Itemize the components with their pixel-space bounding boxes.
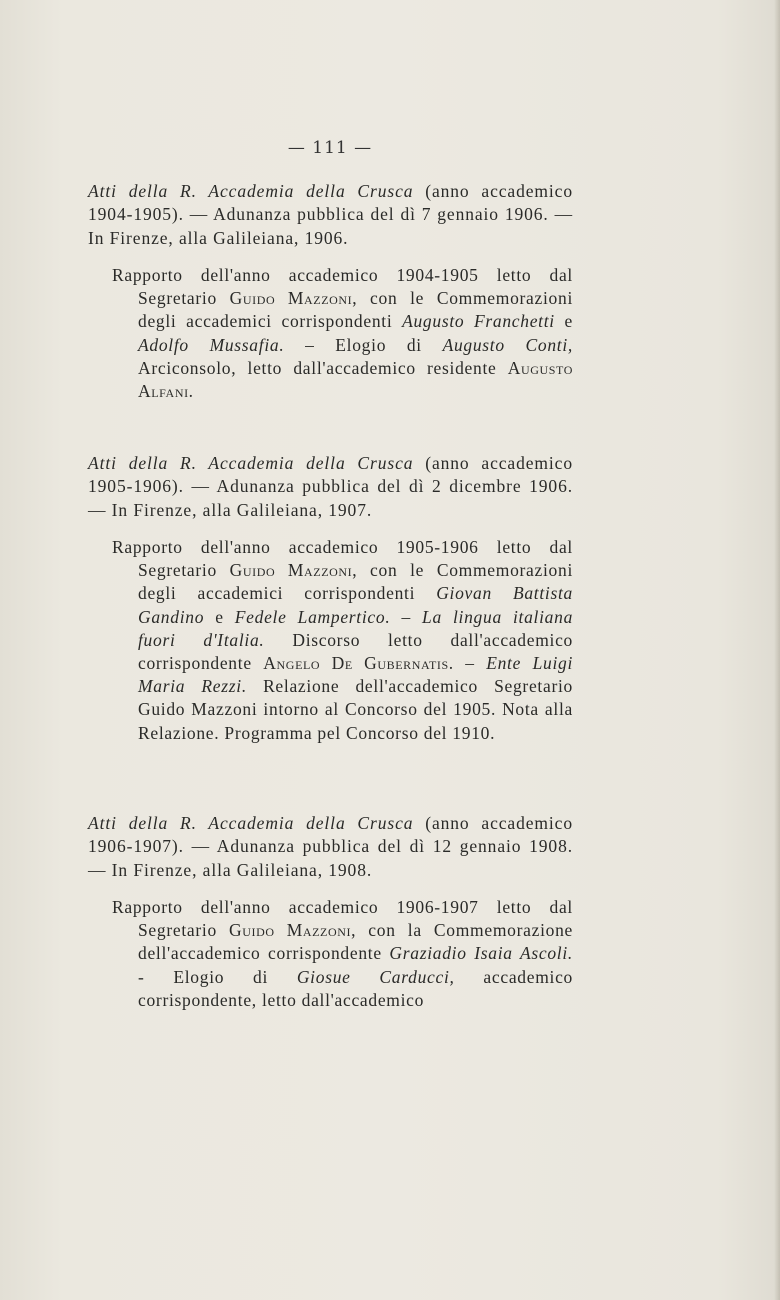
foundation-title: Ente Luigi Maria Rezzi.	[138, 652, 574, 697]
page-edge-shadow	[774, 0, 780, 1300]
text-run: Discorso letto dall'accademico corrispondente	[138, 629, 573, 673]
text-run: e	[564, 311, 574, 332]
entry-description	[88, 896, 573, 1012]
secretary-name: Guido Mazzoni	[229, 920, 352, 941]
entry-heading-title: Atti della R. Accademia della Crusca	[88, 813, 414, 833]
commemorated-name: Giovan Battista Gandino	[138, 583, 574, 627]
commemorated-name: Fedele Lampertico.	[234, 606, 391, 627]
reader-name: Angelo De Gubernatis.	[263, 652, 454, 673]
text-run: Rapporto dell'anno accademico 1905-1906 letto dal Segretario	[112, 536, 573, 581]
entry-heading-details: (anno accademico 1905-1906). — Adunanza pubblica del dì 2 dicembre 1906. — In Firenze, alla Galileiana, 1907.	[88, 453, 573, 520]
commemorated-name: Graziadio Isaia Ascoli.	[389, 943, 573, 964]
entry-heading-details: (anno accademico 1904-1905). — Adunanza pubblica del dì 7 gennaio 1906. — In Firenze, alla Galileiana, 1906.	[88, 181, 573, 248]
entry-description	[88, 536, 573, 745]
text-run: – Elogio di	[305, 334, 422, 355]
text-run: –	[465, 652, 475, 673]
commemorated-name: Augusto Franchetti	[402, 311, 555, 332]
text-run: Arciconsolo, letto dall'accademico residente	[138, 357, 497, 378]
entry-description	[88, 264, 573, 403]
text-run: accademico corrispondente, letto dall'accademico	[138, 966, 573, 1010]
entry-heading-title: Atti della R. Accademia della Crusca	[88, 181, 414, 201]
text-run: Rapporto dell'anno accademico 1904-1905 letto dal Segretario	[112, 264, 573, 309]
commemorated-name: Adolfo Mussafia.	[138, 334, 285, 355]
text-run: - Elogio di	[138, 966, 269, 987]
eulogized-name: Giosue Carducci,	[296, 966, 455, 987]
text-run: e	[215, 606, 224, 627]
text-run: Rapporto dell'anno accademico 1906-1907 letto dal Segretario	[112, 896, 573, 941]
text-run: Relazione dell'accademico Segretario Guido Mazzoni intorno al Concorso del 1905. Nota alla Relazione. Programma pel Concorso del 1910.	[138, 676, 573, 743]
entry-heading	[88, 812, 573, 882]
bibliography-entry	[88, 452, 573, 745]
entry-heading	[88, 180, 573, 250]
page-number: — 111 —	[287, 138, 373, 158]
text-run: , con le Commemorazioni degli accademici corrispondenti	[138, 560, 574, 604]
discourse-title: La lingua italiana fuori d'Italia.	[138, 606, 574, 650]
text-run: –	[401, 606, 411, 627]
text-run: , con la Commemorazione dell'accademico corrispondente	[138, 920, 573, 964]
secretary-name: Guido Mazzoni	[229, 288, 353, 309]
text-run: , con le Commemorazioni degli accademici corrispondenti	[138, 288, 574, 332]
bibliography-entry	[88, 180, 573, 403]
secretary-name: Guido Mazzoni	[229, 560, 353, 581]
entry-heading-details: (anno accademico 1906-1907). — Adunanza pubblica del dì 12 gennaio 1908. — In Firenze, alla Galileiana, 1908.	[88, 813, 573, 880]
reader-name: Augusto Alfani.	[138, 357, 574, 401]
entry-heading-title: Atti della R. Accademia della Crusca	[88, 453, 414, 473]
eulogized-name: Augusto Conti,	[442, 334, 573, 355]
bibliography-entry	[88, 812, 573, 1012]
entry-heading	[88, 452, 573, 522]
